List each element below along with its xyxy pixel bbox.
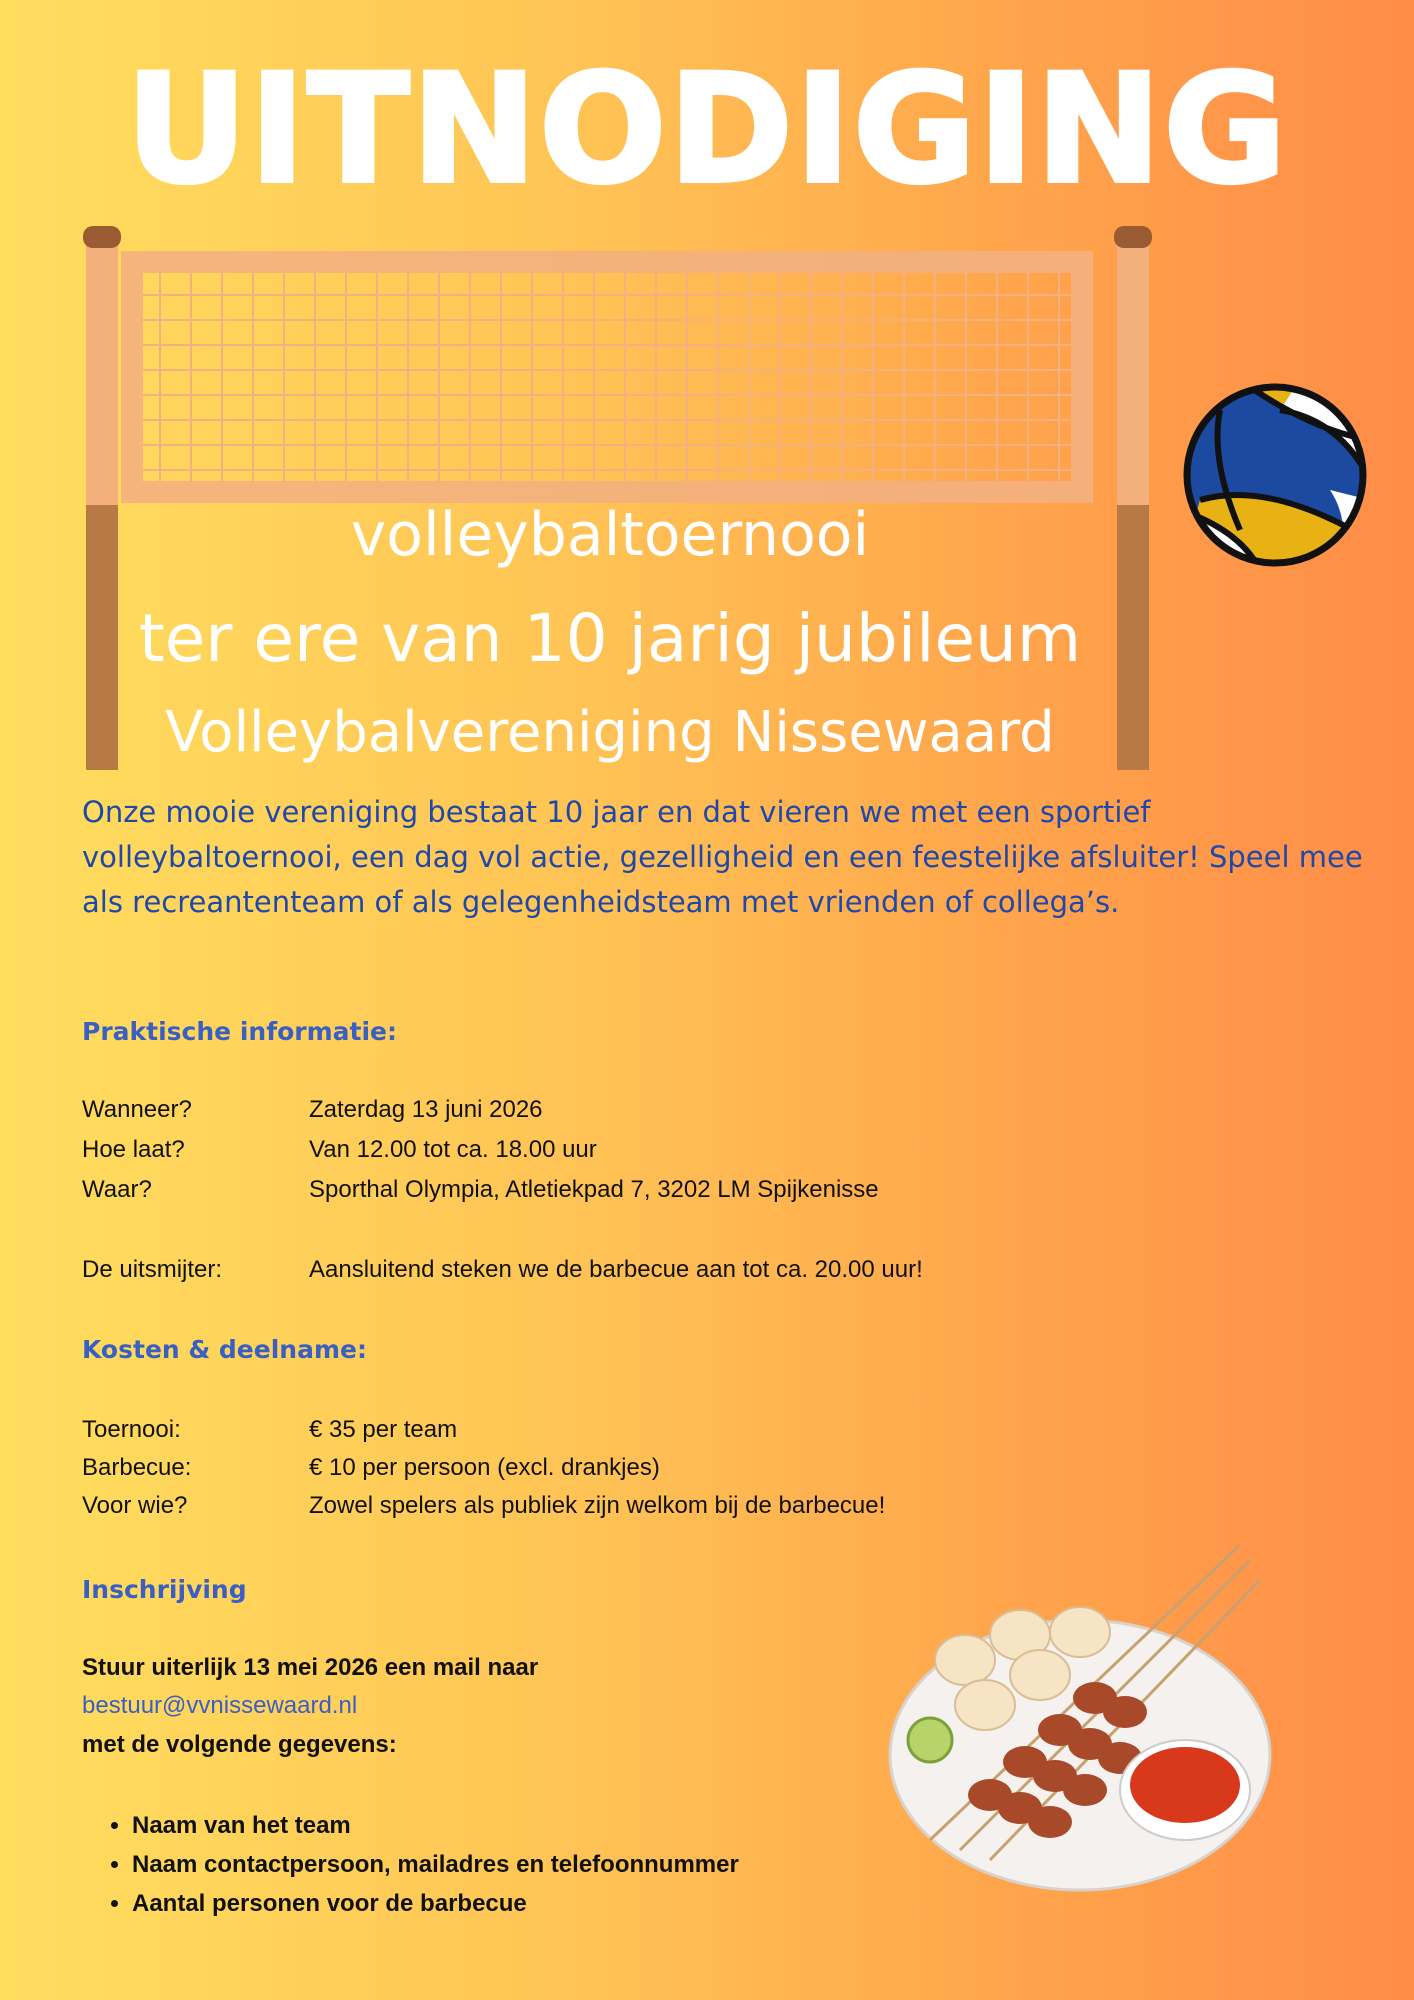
- row-label: Hoe laat?: [82, 1136, 185, 1163]
- info-row-where: [82, 1176, 879, 1204]
- page-title: UITNODIGING: [125, 43, 1289, 217]
- info-row-when: [82, 1096, 543, 1124]
- registration-list: [100, 1806, 739, 1923]
- row-value: Van 12.00 tot ca. 18.00 uur: [309, 1136, 597, 1163]
- row-value: € 10 per persoon (excl. drankjes): [309, 1454, 660, 1481]
- row-label: Toernooi:: [82, 1416, 181, 1443]
- email-link[interactable]: bestuur@vvnissewaard.nl: [82, 1692, 358, 1719]
- registration-details-intro: met de volgende gegevens:: [82, 1731, 397, 1758]
- row-value: Sporthal Olympia, Atletiekpad 7, 3202 LM Spijkenisse: [309, 1176, 879, 1203]
- list-item: • Aantal personen voor de barbecue: [132, 1884, 739, 1923]
- row-value: Zowel spelers als publiek zijn welkom bij de barbecue!: [309, 1492, 886, 1519]
- cost-row-tournament: [82, 1416, 457, 1444]
- subtitle-line-1: volleybaltoernooi: [350, 500, 870, 570]
- row-label: De uitsmijter:: [82, 1256, 223, 1283]
- row-value: Zaterdag 13 juni 2026: [309, 1096, 543, 1123]
- subtitle-line-3: Volleybalvereniging Nissewaard: [165, 700, 1055, 765]
- row-label: Barbecue:: [82, 1454, 192, 1481]
- row-label: Voor wie?: [82, 1492, 188, 1519]
- row-label: Waar?: [82, 1176, 152, 1203]
- registration-heading: Inschrijving: [82, 1575, 247, 1604]
- registration-instruction: Stuur uiterlijk 13 mei 2026 een mail naar: [82, 1654, 539, 1681]
- subtitle-line-2: ter ere van 10 jarig jubileum: [138, 600, 1082, 677]
- row-value: € 35 per team: [309, 1416, 458, 1443]
- info-row-time: [82, 1136, 597, 1164]
- info-row-uitsmijter: [82, 1256, 923, 1284]
- row-value: Aansluitend steken we de barbecue aan tot ca. 20.00 uur!: [309, 1256, 923, 1283]
- row-label: Wanneer?: [82, 1096, 192, 1123]
- intro-paragraph: Onze mooie vereniging bestaat 10 jaar en dat vieren we met een sportief volleybaltoernooi, een dag vol actie, gezelligheid en een feestelijke afsluiter! Speel mee als recreantenteam of als gelegenheidsteam met vrienden of collega’s.: [82, 795, 1363, 919]
- list-item: • Naam van het team: [132, 1806, 739, 1845]
- barbecue-skewers-illustration: [880, 1540, 1280, 1900]
- volleyball-icon: [1180, 380, 1370, 570]
- cost-row-barbecue: [82, 1454, 660, 1482]
- costs-heading: Kosten & deelname:: [82, 1335, 367, 1364]
- net-mesh: [132, 262, 1082, 492]
- cost-row-who: [82, 1492, 885, 1520]
- practical-heading: Praktische informatie:: [82, 1017, 397, 1046]
- list-item: • Naam contactpersoon, mailadres en telefoonnummer: [132, 1845, 739, 1884]
